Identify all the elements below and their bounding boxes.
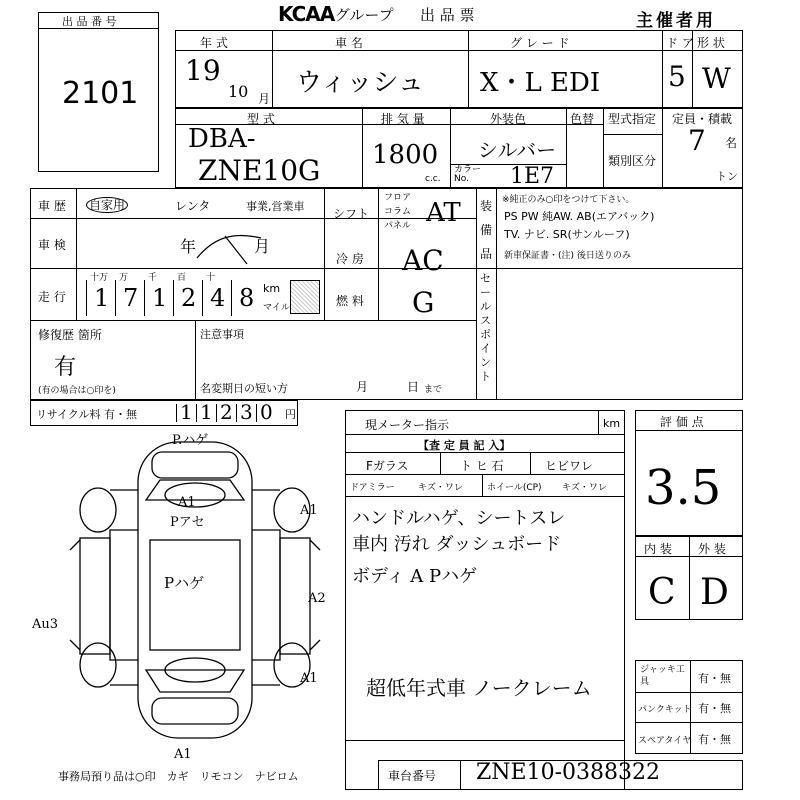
unit-mile: マイル xyxy=(263,303,290,313)
mileage-digit: 8 xyxy=(239,284,255,312)
chassis-label: 車台番号 xyxy=(388,769,437,783)
fuel-value: G xyxy=(412,286,435,319)
mile-box xyxy=(290,280,320,314)
grade-label: グ レ ー ド xyxy=(510,36,570,50)
shift-label: シフト xyxy=(333,207,370,221)
lot-number-label: 出 品 番 号 xyxy=(62,15,117,28)
office-note: 事務局預り品は○印 カギ リモコン ナビロム xyxy=(58,770,299,783)
tool-jack-options[interactable]: 有・無 xyxy=(698,672,731,685)
mileage-label: 走 行 xyxy=(38,290,66,304)
chassis-value: ZNE10-0388322 xyxy=(476,760,661,785)
interior-value: C xyxy=(648,572,676,613)
group-label: .グループ xyxy=(330,6,394,24)
mark-p-hage-top: P.ハゲ xyxy=(172,433,209,448)
brand-logo: KCAA xyxy=(278,2,335,26)
repair-value: 有 xyxy=(54,355,77,380)
recycle-digit: 3 xyxy=(240,400,253,424)
class-label: 類別区分 xyxy=(608,154,657,168)
score-label: 評 価 点 xyxy=(660,415,704,429)
mark-a1-front: A1 xyxy=(178,495,196,510)
model-value-2: ZNE10G xyxy=(198,154,321,187)
mark-a1-right: A1 xyxy=(300,503,318,518)
meter-label: 現メーター指示 xyxy=(365,418,450,432)
repair-label: 修復歴 箇所 xyxy=(38,328,102,342)
color-no-label: カラーNo. xyxy=(454,165,482,184)
mileage-digit-header: 百 xyxy=(177,273,187,283)
mileage-digit-header: 千 xyxy=(148,273,158,283)
mileage-digit-header: 十万 xyxy=(90,273,109,283)
interior-label: 内 装 xyxy=(644,542,672,556)
tool-spare-label: スペアタイヤ xyxy=(638,736,692,746)
color-label: 外装色 xyxy=(490,112,527,126)
shift-floor: フロア xyxy=(384,193,412,203)
deadline-label: 名変期日の短い方 xyxy=(200,382,288,395)
deadline-day: 日 xyxy=(407,380,420,394)
repair-note: (有の場合は○印を) xyxy=(38,386,116,396)
capacity-label: 定員・積載 xyxy=(672,112,733,126)
history-rental[interactable]: レンタ xyxy=(175,199,211,213)
equipment-line2[interactable]: TV. ナビ. SR(サンルーフ) xyxy=(504,228,630,241)
year-label: 年 式 xyxy=(200,36,228,50)
inspector-label: 【査 定 員 記 入】 xyxy=(418,439,511,452)
mileage-digit: 1 xyxy=(94,284,110,312)
mileage-digit: 7 xyxy=(123,284,139,312)
mileage-digit: 4 xyxy=(210,284,226,312)
capacity-value: 7 xyxy=(688,124,706,157)
mileage-digit: 1 xyxy=(152,284,168,312)
recycle-label: リサイクル料 有・無 xyxy=(36,408,137,421)
shift-column: コラム xyxy=(384,207,411,217)
color-value: シルバー xyxy=(478,138,557,162)
doors-label: ド ア xyxy=(666,36,694,50)
meter-unit: km xyxy=(603,417,621,430)
equipment-note: ※純正のみ○印をつけて下さい。 xyxy=(502,195,635,205)
mirror-label: ドアミラー xyxy=(350,483,395,493)
year-value: 19 xyxy=(185,54,221,87)
month-unit: 月 xyxy=(258,92,271,106)
meter-note-4: 超低年式車 ノークレーム xyxy=(366,676,592,700)
fuel-label: 燃 料 xyxy=(336,294,364,308)
recycle-digit: 2 xyxy=(220,400,233,424)
month-value: 10 xyxy=(228,82,249,101)
wheel-label: ホイール(CP) xyxy=(487,483,542,493)
equipment-line1[interactable]: PS PW 純AW. AB(エアバック) xyxy=(504,210,655,223)
model-label: 型 式 xyxy=(247,112,275,126)
equipment-line3[interactable]: 新車保証書・(注) 後日送りのみ xyxy=(504,251,631,261)
shift-value: AT xyxy=(426,198,461,228)
notes-label: 注意事項 xyxy=(200,328,244,341)
mark-au3-left: Au3 xyxy=(32,617,59,632)
mark-a1-bottom: A1 xyxy=(174,747,192,762)
color-change-label: 色替 xyxy=(570,112,595,126)
mark-a1-rear: A1 xyxy=(300,671,318,686)
history-business[interactable]: 事業,営業車 xyxy=(246,200,305,213)
tool-jack-label: ジャッキ工具 xyxy=(640,665,685,687)
ac-label: 冷 房 xyxy=(336,252,364,266)
mileage-digit-header: 万 xyxy=(119,273,129,283)
wheel-options[interactable]: キズ・ワレ xyxy=(562,483,607,493)
displacement-label: 排 気 量 xyxy=(381,112,425,126)
crack-label[interactable]: ヒビワレ xyxy=(545,459,594,473)
recycle-digit: 1 xyxy=(180,400,193,424)
history-label: 車 歴 xyxy=(38,199,66,213)
mark-p-hage-roof: Pハゲ xyxy=(164,574,205,592)
deadline-until: まで xyxy=(424,385,443,395)
car-diagram xyxy=(32,430,330,762)
sheet-title: 出 品 票 xyxy=(420,6,475,24)
host-label: 主催者用 xyxy=(636,11,716,31)
mirror-options[interactable]: キズ・ワレ xyxy=(418,483,463,493)
meter-note-1: ハンドルハゲ、シートスレ xyxy=(352,508,566,529)
history-private[interactable]: 自家用 xyxy=(86,196,128,213)
recycle-digit: 0 xyxy=(260,400,273,424)
meter-note-3: ボディ A Pハゲ xyxy=(352,566,478,587)
displacement-value: 1800 xyxy=(372,140,439,170)
unit-km: km xyxy=(263,282,281,295)
car-name-value: ウィッシュ xyxy=(296,68,424,98)
exterior-label: 外 装 xyxy=(698,542,726,556)
exterior-value: D xyxy=(700,572,729,613)
shaken-label: 車 検 xyxy=(38,238,66,252)
mark-a2-right: A2 xyxy=(308,591,326,606)
score-value: 3.5 xyxy=(645,460,722,516)
lot-number: 2101 xyxy=(62,76,139,111)
tool-puncture-label: パンクキット xyxy=(638,705,692,715)
type-spec-label: 型式指定 xyxy=(608,112,657,126)
grade-value: X・L EDI xyxy=(480,68,601,98)
glass-label: Fガラス xyxy=(366,459,409,473)
capacity-unit: 名 xyxy=(725,136,738,150)
shaken-strike xyxy=(195,228,265,268)
model-value-1: DBA- xyxy=(188,124,256,154)
shift-panel: パネル xyxy=(384,221,412,231)
tool-puncture-options[interactable]: 有・無 xyxy=(698,702,731,715)
ton-unit: トン xyxy=(716,170,738,183)
mark-p-ase: Pアセ xyxy=(170,515,205,530)
color-no-value: 1E7 xyxy=(510,164,555,189)
car-name-label: 車 名 xyxy=(335,36,363,50)
shaken-year: 年 xyxy=(180,237,197,256)
sales-point-label: セールスポイント xyxy=(480,272,491,383)
ac-value: AC xyxy=(402,244,444,277)
cc-unit: c.c. xyxy=(425,174,441,184)
mileage-digit: 2 xyxy=(181,284,197,312)
shape-label: 形 状 xyxy=(697,36,725,50)
recycle-unit: 円 xyxy=(285,408,296,421)
shaken-month: 月 xyxy=(254,237,271,256)
tool-spare-options[interactable]: 有・無 xyxy=(698,733,731,746)
shape-value: W xyxy=(702,62,731,95)
glass-options[interactable]: ト ヒ 石 xyxy=(460,459,504,473)
doors-value: 5 xyxy=(668,60,686,93)
meter-note-2: 車内 汚れ ダッシュボード xyxy=(352,534,562,555)
deadline-month: 月 xyxy=(356,380,369,394)
mileage-digit-header: 十 xyxy=(206,273,216,283)
equipment-side-label: 装備品 xyxy=(480,199,493,261)
recycle-digit: 1 xyxy=(200,400,213,424)
